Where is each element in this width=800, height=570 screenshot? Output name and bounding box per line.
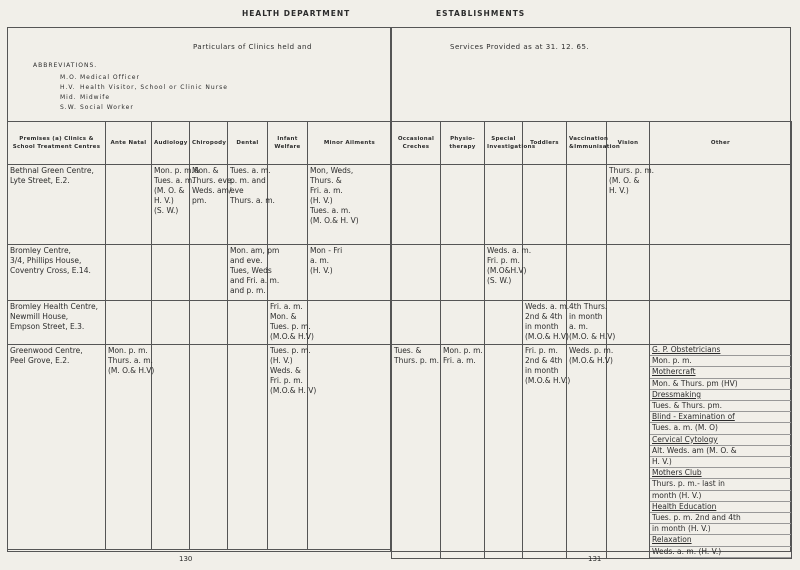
column-header: Physio-therapy (441, 122, 485, 165)
service-schedule: H. V.) (650, 457, 791, 468)
cell-line: pm. (192, 196, 207, 205)
table-row (8, 245, 392, 301)
cell-line: Fri. a. m. (443, 356, 476, 365)
cell-line: (S. W.) (487, 276, 512, 285)
cell-line: Thurs. & (310, 176, 342, 185)
table-cell (308, 165, 392, 245)
cell-line: Fri. p. m. (270, 376, 303, 385)
service-schedule: Mon. & Thurs. pm (HV) (650, 379, 791, 390)
service-schedule: Tues. a. m. (M. O) (650, 423, 791, 434)
cell-line: and eve. (230, 256, 263, 265)
cell-line: Greenwood Centre, (10, 346, 83, 355)
cell-line: (M.O. & H.V) (569, 332, 616, 341)
table-row (8, 301, 392, 345)
service-heading: Health Education (650, 502, 791, 513)
table-cell (441, 245, 485, 301)
table-cell (8, 245, 106, 301)
table-cell (190, 345, 228, 550)
cell-line: Tues. & (394, 346, 422, 355)
table-cell (268, 345, 317, 550)
cell-line: a. m. (310, 256, 330, 265)
column-header: Audiology (152, 122, 190, 165)
table-cell (441, 301, 485, 345)
column-header: Chiropody (190, 122, 228, 165)
cell-line: (M.O&H.V) (487, 266, 527, 275)
table-cell (392, 245, 441, 301)
table-cell (308, 301, 392, 345)
cell-line: 2nd & 4th (525, 356, 563, 365)
table-cell (308, 345, 392, 550)
table-cell (106, 345, 155, 550)
service-heading: Mothercraft (650, 367, 791, 378)
table-cell (567, 301, 616, 345)
table-cell (650, 245, 792, 301)
cell-line: Empson Street, E.3. (10, 322, 85, 331)
cell-line: Bromley Health Centre, (10, 302, 98, 311)
table-cell (523, 165, 567, 245)
cell-line: Lyte Street, E.2. (10, 176, 70, 185)
table-cell (190, 165, 234, 245)
cell-line: Bromley Centre, (10, 246, 71, 255)
cell-line: Coventry Cross, E.14. (10, 266, 91, 275)
cell-line: Tues, Weds (230, 266, 272, 275)
service-schedule: in month (H. V.) (650, 524, 791, 535)
cell-line: Newmill House, (10, 312, 69, 321)
cell-line: and Fri. a. m. (230, 276, 280, 285)
table-cell (607, 165, 655, 245)
column-header: Vaccination &Immunisation (567, 122, 607, 165)
service-schedule: Mon. p. m. (650, 356, 791, 367)
column-header: Ante Natal (106, 122, 152, 165)
service-schedule: Thurs. p. m.- last in (650, 479, 791, 490)
table-cell (8, 165, 106, 245)
table-cell (485, 345, 523, 559)
table-cell (106, 301, 152, 345)
table-row (392, 165, 792, 245)
service-schedule: Alt. Weds. am (M. O. & (650, 446, 791, 457)
cell-line: Tues. a. m. (154, 176, 195, 185)
cell-line: Thurs. a. m. (108, 356, 153, 365)
service-schedule: Tues. p. m. 2nd and 4th (650, 513, 791, 524)
column-header: Toddlers (523, 122, 567, 165)
cell-line: eve (230, 186, 244, 195)
table-cell (228, 245, 280, 301)
table-cell (441, 165, 485, 245)
abbreviation-item: H.V. Health Visitor, School or Clinic Nurse (60, 84, 228, 91)
cell-line: (M.O.& H.V) (270, 332, 314, 341)
cell-line: Weds. & (270, 366, 301, 375)
table-cell (650, 301, 792, 345)
service-heading: Relaxation (650, 535, 791, 546)
table-cell (485, 245, 532, 301)
cell-line: Tues. a. m. (230, 166, 271, 175)
cell-line: (M. O. & (154, 186, 185, 195)
service-schedule: Tues. & Thurs. pm. (650, 401, 791, 412)
abbreviation-item: S.W. Social Worker (60, 104, 134, 111)
cell-line: Mon. am, pm (230, 246, 280, 255)
column-header: Other (650, 122, 792, 165)
table-cell (485, 165, 523, 245)
cell-line: (M. O.& H.V) (108, 366, 155, 375)
table-cell (392, 345, 441, 559)
right-caption: Services Provided as at 31. 12. 65. (450, 43, 590, 51)
cell-line: (M.O.& H. V) (270, 386, 317, 395)
table-cell (8, 301, 106, 345)
table-cell (152, 345, 190, 550)
cell-line: Thurs. p. m. (609, 166, 655, 175)
table-cell (607, 245, 650, 301)
service-heading: Dressmaking (650, 390, 791, 401)
table-header-row (392, 122, 792, 165)
cell-line: Tues. a. m. (310, 206, 351, 215)
table-cell (308, 245, 392, 301)
cell-line: Fri. p. m. (487, 256, 520, 265)
right-services-table (391, 121, 792, 559)
table-header-row (8, 122, 392, 165)
left-caption: Particulars of Clinics held and (193, 43, 312, 51)
table-cell (607, 345, 650, 559)
table-cell (190, 301, 228, 345)
right-page-header: ESTABLISHMENTS (436, 9, 526, 18)
column-header: Dental (228, 122, 268, 165)
left-page-number: 130 (179, 555, 193, 563)
abbreviation-item: Mid. Midwife (60, 94, 111, 101)
cell-line: Weds. a. m. (487, 246, 532, 255)
abbreviations-title: ABBREVIATIONS. (33, 62, 98, 69)
cell-line: Weds. am/ (192, 186, 232, 195)
cell-line: Mon. p. m. (443, 346, 483, 355)
cell-line: (S. W.) (154, 206, 179, 215)
cell-line: Fri. a. m. (310, 186, 343, 195)
table-cell (228, 301, 268, 345)
cell-line: a. m. (569, 322, 589, 331)
table-cell (567, 345, 614, 559)
column-header: Minor Ailments (308, 122, 392, 165)
cell-line: Mon. p. m.& (154, 166, 200, 175)
service-schedule: month (H. V.) (650, 491, 791, 502)
table-cell (152, 245, 190, 301)
cell-line: in month (525, 366, 559, 375)
cell-line: (M.O.& H.V) (569, 356, 613, 365)
cell-line: Thurs. a. m. (230, 196, 275, 205)
table-cell (152, 165, 200, 245)
cell-line: (M.O.& H.V.) (525, 376, 571, 385)
table-cell (392, 301, 441, 345)
column-header: Vision (607, 122, 650, 165)
cell-line: Mon. & (192, 166, 219, 175)
table-cell (392, 165, 441, 245)
cell-line: Mon. p. m. (108, 346, 148, 355)
cell-line: Tues. p. m. (270, 346, 311, 355)
cell-line: (M. O.& H. V) (310, 216, 359, 225)
table-cell (523, 345, 571, 559)
cell-line: 3/4, Phillips House, (10, 256, 82, 265)
cell-line: in month (525, 322, 559, 331)
left-page-header: HEALTH DEPARTMENT (242, 9, 351, 18)
table-cell (485, 301, 523, 345)
cell-line: Mon - Fri (310, 246, 343, 255)
cell-line: Mon. & (270, 312, 297, 321)
table-cell (268, 301, 314, 345)
service-heading: Mothers Club (650, 468, 791, 479)
table-cell (106, 245, 152, 301)
cell-line: (H. V.) (310, 266, 333, 275)
table-cell (567, 165, 607, 245)
table-cell (152, 301, 190, 345)
left-clinics-table (7, 121, 392, 550)
table-cell (567, 245, 607, 301)
column-header: Infant Welfare (268, 122, 308, 165)
table-row (392, 301, 792, 345)
cell-line: 4th Thurs. (569, 302, 608, 311)
table-cell (8, 345, 106, 550)
right-page-number: 131 (588, 555, 602, 563)
cell-line: (H. V.) (310, 196, 333, 205)
column-header: Premises (a) Clinics & School Treatment Centres (8, 122, 106, 165)
cell-line: Weds. a. m. (525, 302, 570, 311)
cell-line: Thurs. eve. (192, 176, 234, 185)
cell-line: Fri. a. m. (270, 302, 303, 311)
cell-line: H. V.) (154, 196, 174, 205)
cell-line: and p. m. (230, 286, 266, 295)
service-heading: Blind - Examination of (650, 412, 791, 423)
service-schedule: Weds. a. m. (H. V.) (650, 547, 791, 558)
cell-line: Mon, Weds, (310, 166, 354, 175)
table-cell (106, 165, 152, 245)
table-row (392, 245, 792, 301)
service-heading: Cervical Cytology (650, 435, 791, 446)
cell-line: Fri. p. m. (525, 346, 558, 355)
table-row (8, 345, 392, 550)
table-cell (228, 165, 275, 245)
cell-line: in month (569, 312, 603, 321)
cell-line: Tues. p. m. (270, 322, 311, 331)
cell-line: H. V.) (609, 186, 629, 195)
other-services-cell (650, 345, 792, 559)
cell-line: p. m. and (230, 176, 266, 185)
table-cell (190, 245, 228, 301)
cell-line: Bethnal Green Centre, (10, 166, 94, 175)
cell-line: (H. V.) (270, 356, 293, 365)
table-cell (650, 165, 792, 245)
table-cell (441, 345, 485, 559)
cell-line: (M.O.& H.V) (525, 332, 569, 341)
table-row (8, 165, 392, 245)
column-header: Special Investigations (485, 122, 523, 165)
table-row (392, 345, 792, 559)
cell-line: Weds. p. m. (569, 346, 614, 355)
abbreviation-item: M.O. Medical Officer (60, 74, 140, 81)
table-cell (523, 301, 570, 345)
cell-line: 2nd & 4th (525, 312, 563, 321)
cell-line: Peel Grove, E.2. (10, 356, 70, 365)
service-heading: G. P. Obstetricians (650, 345, 791, 356)
cell-line: Thurs. p. m. (394, 356, 440, 365)
cell-line: (M. O. & (609, 176, 640, 185)
table-cell (228, 345, 268, 550)
column-header: Occasional Creches (392, 122, 441, 165)
